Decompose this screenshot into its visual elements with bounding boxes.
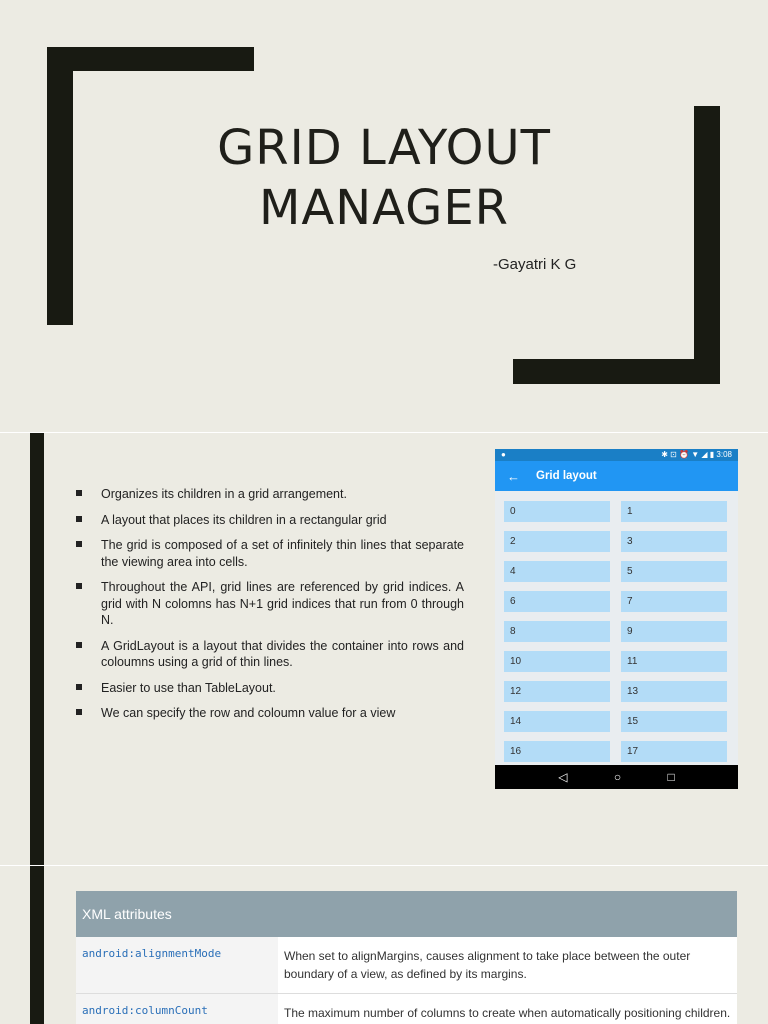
nav-home-icon[interactable]: ○ [613,770,622,784]
bullet-square-icon [76,684,82,690]
phone-status-bar [495,449,738,461]
attr-name[interactable]: android:columnCount [76,994,278,1024]
status-icons: ✱ ⊡ ⏰ ▼ ◢ ▮ [661,450,715,459]
status-time: 3:08 [716,450,732,459]
grid-cell: 7 [621,591,727,612]
list-item: We can specify the row and coloumn value for a view [76,705,464,722]
grid-cell: 0 [504,501,610,522]
phone-app-bar [495,461,738,491]
nav-recent-icon[interactable]: □ [667,770,675,784]
corner-bracket-top-left-vertical [47,47,73,325]
title-slide [0,0,768,432]
grid-cell: 6 [504,591,610,612]
grid-cell: 3 [621,531,727,552]
grid-cell: 5 [621,561,727,582]
slide-title [160,118,608,238]
bullet-square-icon [76,583,82,589]
grid-cells [504,501,729,762]
left-accent-bar [30,433,44,865]
app-title: Grid layout [536,470,597,482]
bullet-square-icon [76,490,82,496]
phone-nav-bar [495,765,738,789]
table-header: XML attributes [76,891,737,937]
phone-screenshot [495,449,738,789]
list-item: A GridLayout is a layout that divides the container into rows and coloumns using a grid of thin lines. [76,638,464,671]
grid-cell: 17 [621,741,727,762]
table-row [76,994,737,1024]
corner-bracket-top-left-horizontal [47,47,254,71]
grid-cell: 1 [621,501,727,522]
grid-cell: 13 [621,681,727,702]
nav-back-icon[interactable]: ◁ [558,770,568,784]
xml-attributes-table [76,891,737,1024]
attr-name[interactable]: android:alignmentMode [76,937,278,993]
notification-icon: ● [501,450,506,459]
grid-cell: 10 [504,651,610,672]
corner-bracket-bottom-right-horizontal [513,359,720,384]
grid-cell: 8 [504,621,610,642]
grid-cell: 12 [504,681,610,702]
title-line-2: MANAGER [258,180,510,236]
corner-bracket-bottom-right-vertical [694,106,720,384]
grid-cell: 15 [621,711,727,732]
author-name: -Gayatri K G [493,256,577,273]
table-row [76,937,737,994]
list-item: Organizes its children in a grid arrangement. [76,486,464,503]
bullet-square-icon [76,709,82,715]
list-item: A layout that places its children in a rectangular grid [76,512,464,529]
list-item: The grid is composed of a set of infinitely thin lines that separate the viewing area into cells. [76,537,464,570]
grid-cell: 14 [504,711,610,732]
title-line-1: GRID LAYOUT [217,120,551,176]
grid-cell: 4 [504,561,610,582]
left-accent-bar [30,866,44,1024]
bullet-square-icon [76,642,82,648]
grid-cell: 9 [621,621,727,642]
content-slide [0,433,768,865]
bullet-list [76,486,464,731]
list-item: Easier to use than TableLayout. [76,680,464,697]
grid-cell: 2 [504,531,610,552]
attr-description: When set to alignMargins, causes alignment to take place between the outer boundary of a view, as defined by its margins. [284,949,691,981]
grid-cell: 16 [504,741,610,762]
xml-attributes-slide [0,866,768,1024]
back-arrow-icon[interactable]: ← [507,468,520,484]
grid-cell: 11 [621,651,727,672]
attr-description: The maximum number of columns to create when automatically positioning children. [284,1006,731,1020]
list-item: Throughout the API, grid lines are referenced by grid indices. A grid with N colomns has N+1 grid indices that run from 0 through N. [76,579,464,629]
bullet-square-icon [76,541,82,547]
bullet-square-icon [76,516,82,522]
